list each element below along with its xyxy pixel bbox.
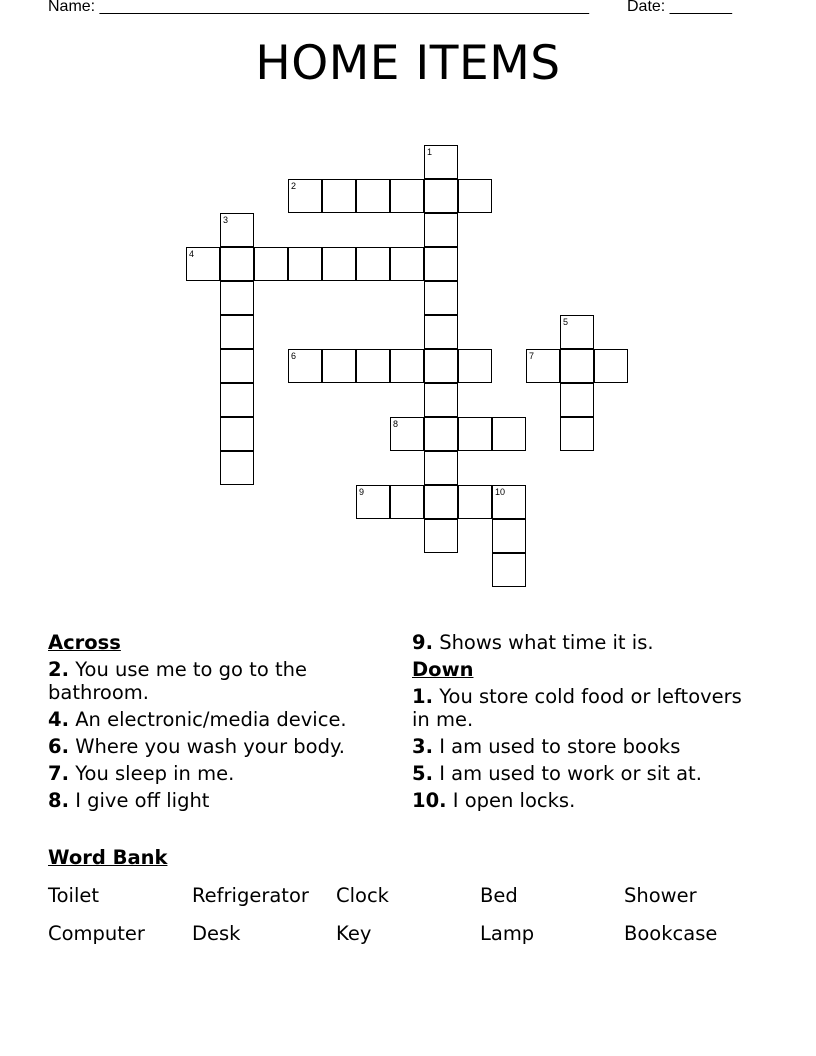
crossword-cell[interactable]	[220, 247, 254, 281]
word-bank-item: Bookcase	[624, 922, 718, 945]
crossword-cell[interactable]	[356, 485, 390, 519]
crossword-cell[interactable]	[390, 417, 424, 451]
crossword-cell[interactable]	[288, 179, 322, 213]
clue-across-9: 9. Shows what time it is.	[412, 631, 654, 654]
crossword-cell[interactable]	[254, 247, 288, 281]
clue-number: 2	[291, 181, 297, 191]
crossword-cell[interactable]	[492, 553, 526, 587]
crossword-cell[interactable]	[424, 451, 458, 485]
word-bank-item: Clock	[336, 884, 389, 907]
clue-across-2: 2. You use me to go to the bathroom.	[48, 658, 307, 704]
crossword-cell[interactable]	[390, 179, 424, 213]
crossword-cell[interactable]	[220, 281, 254, 315]
crossword-cell[interactable]	[186, 247, 220, 281]
crossword-cell[interactable]	[288, 349, 322, 383]
crossword-cell[interactable]	[424, 383, 458, 417]
crossword-cell[interactable]	[594, 349, 628, 383]
crossword-cell[interactable]	[424, 179, 458, 213]
crossword-cell[interactable]	[492, 417, 526, 451]
page-title: HOME ITEMS	[255, 36, 561, 91]
crossword-cell[interactable]	[322, 247, 356, 281]
crossword-cell[interactable]	[424, 213, 458, 247]
crossword-cell[interactable]	[220, 213, 254, 247]
word-bank-item: Bed	[480, 884, 518, 907]
crossword-cell[interactable]	[424, 349, 458, 383]
clue-number: 5	[563, 317, 569, 327]
crossword-cell[interactable]	[560, 383, 594, 417]
clue-across-8: 8. I give off light	[48, 789, 210, 812]
crossword-cell[interactable]	[322, 179, 356, 213]
crossword-cell[interactable]	[526, 349, 560, 383]
crossword-cell[interactable]	[560, 315, 594, 349]
crossword-cell[interactable]	[424, 315, 458, 349]
crossword-cell[interactable]	[390, 247, 424, 281]
crossword-cell[interactable]	[424, 485, 458, 519]
crossword-cell[interactable]	[492, 485, 526, 519]
crossword-cell[interactable]	[458, 349, 492, 383]
crossword-cell[interactable]	[458, 179, 492, 213]
clue-number: 4	[189, 249, 195, 259]
clue-number: 3	[223, 215, 229, 225]
crossword-cell[interactable]	[220, 383, 254, 417]
clue-across-7: 7. You sleep in me.	[48, 762, 235, 785]
crossword-cell[interactable]	[458, 417, 492, 451]
crossword-cell[interactable]	[220, 451, 254, 485]
crossword-cell[interactable]	[356, 179, 390, 213]
crossword-cell[interactable]	[560, 417, 594, 451]
word-bank-item: Toilet	[48, 884, 100, 907]
clue-across-4: 4. An electronic/media device.	[48, 708, 347, 731]
word-bank-item: Desk	[192, 922, 241, 945]
crossword-cell[interactable]	[424, 145, 458, 179]
crossword-cell[interactable]	[424, 247, 458, 281]
crossword-cell[interactable]	[492, 519, 526, 553]
word-bank-item: Refrigerator	[192, 884, 309, 907]
clue-number: 7	[529, 351, 535, 361]
crossword-cell[interactable]	[288, 247, 322, 281]
clue-down-10: 10. I open locks.	[412, 789, 576, 812]
clues-left-column	[48, 631, 398, 812]
crossword-cell[interactable]	[322, 349, 356, 383]
name-field[interactable]: Name: _______________________________________________________	[48, 0, 589, 15]
word-bank-item: Shower	[624, 884, 697, 907]
clue-down-5: 5. I am used to work or sit at.	[412, 762, 702, 785]
clue-down-1: 1. You store cold food or leftovers in me.	[412, 685, 742, 731]
word-bank-item: Computer	[48, 922, 145, 945]
crossword-cell[interactable]	[390, 485, 424, 519]
crossword-cell[interactable]	[220, 349, 254, 383]
crossword-cell[interactable]	[220, 315, 254, 349]
clue-number: 6	[291, 351, 297, 361]
crossword-cell[interactable]	[424, 281, 458, 315]
word-bank-item: Key	[336, 922, 372, 945]
clue-number: 1	[427, 147, 433, 157]
across-heading: Across	[48, 631, 121, 654]
word-bank-title: Word Bank	[48, 846, 168, 869]
clue-down-3: 3. I am used to store books	[412, 735, 681, 758]
down-heading: Down	[412, 658, 474, 681]
crossword-cell[interactable]	[220, 417, 254, 451]
word-bank-item: Lamp	[480, 922, 535, 945]
clue-across-6: 6. Where you wash your body.	[48, 735, 345, 758]
date-field[interactable]: Date: _______	[627, 0, 732, 15]
crossword-cell[interactable]	[424, 519, 458, 553]
crossword-cell[interactable]	[390, 349, 424, 383]
crossword-cell[interactable]	[356, 349, 390, 383]
clue-number: 10	[495, 487, 506, 497]
crossword-cell[interactable]	[458, 485, 492, 519]
clue-number: 8	[393, 419, 399, 429]
clue-number: 9	[359, 487, 365, 497]
crossword-cell[interactable]	[424, 417, 458, 451]
clues-right-column	[412, 631, 752, 812]
crossword-cell[interactable]	[356, 247, 390, 281]
crossword-cell[interactable]	[560, 349, 594, 383]
